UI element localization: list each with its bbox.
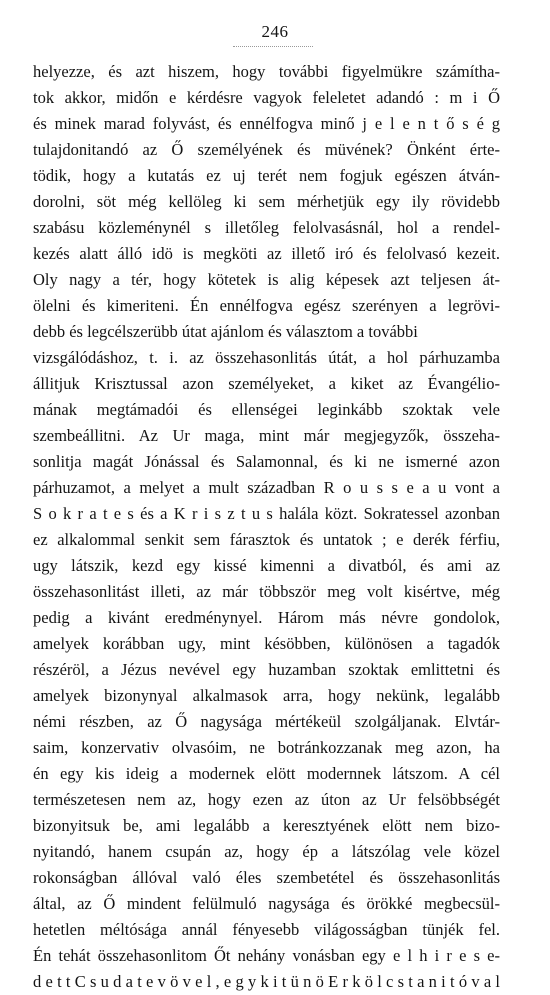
- text-line: összehasonlitást illeti, az már többször meg volt kisértve, még: [33, 582, 500, 601]
- text-line: természetesen nem az, hogy ezen az úton az Ur felsöbbségét: [33, 790, 500, 809]
- text-line: nyitandó, hanem csupán az, hogy ép a látszólag vele közel: [33, 842, 500, 861]
- text-line: d e t t C s u d a t e v ö v e l , e g y k i t ü n ö E r k ö l c s t a n i t ó v a l: [33, 972, 500, 991]
- text-line: ölelni és kimeriteni. Én ennélfogva egész szerényen a legrövi-: [33, 296, 500, 315]
- text-line: szembeállitni. Az Ur maga, mint már megjegyzők, összeha-: [33, 426, 500, 445]
- text-line: részéröl, a Jézus nevével egy huzamban szoktak emlittetni és: [33, 660, 500, 679]
- header-divider: [233, 46, 313, 47]
- text-line: állitjuk Krisztussal azon személyeket, a kiket az Évangélio-: [33, 374, 500, 393]
- text-line: helyezze, és azt hiszem, hogy további figyelmükre számítha-: [33, 62, 500, 81]
- text-line: tok akkor, midőn e kérdésre vagyok feleletet adandó : m i Ő: [33, 88, 500, 107]
- text-line: rokonságban állóval való éles szembetétel és összehasonlitás: [33, 868, 500, 887]
- text-line: Oly nagy a tér, hogy kötetek is alig képesek azt teljesen át-: [33, 270, 500, 289]
- text-line: Én tehát összehasonlitom Őt nehány vonásban egy e l h i r e s e-: [33, 946, 500, 965]
- text-line: amelyek korábban ugy, mint késöbben, különösen a tagadók: [33, 634, 500, 653]
- text-line: debb és legcélszerübb útat ajánlom és választom a további: [33, 322, 418, 341]
- text-line: által, az Ő mindent felülmuló nagysága és örökké megbecsül-: [33, 894, 500, 913]
- text-line: mának megtámadói és ellenségei leginkább szoktak vele: [33, 400, 500, 419]
- text-line: saim, konzervativ olvasóim, ne botránkozzanak meg azon, ha: [33, 738, 500, 757]
- text-line: tödik, hogy a kutatás ez uj terét nem fogjuk egészen átván-: [33, 166, 500, 185]
- text-line: szabásu közleménynél s illetőleg felolvasásnál, hol a rendel-: [33, 218, 500, 237]
- text-line: tulajdonitandó az Ő személyének és müvének? Önként érte-: [33, 140, 500, 159]
- text-line: ugy látszik, kezd egy kissé kimenni a divatból, és ami az: [33, 556, 500, 575]
- text-body: [33, 59, 500, 995]
- text-line: sonlitja magát Jónással és Salamonnal, és ki ne ismerné azon: [33, 452, 500, 471]
- text-line: kezés alatt álló idö is megköti az illető iró és felolvasó kezeit.: [33, 244, 500, 263]
- text-line: pedig a kivánt eredménynyel. Három más névre gondolok,: [33, 608, 500, 627]
- text-line: vizsgálódáshoz, t. i. az összehasonlitás útát, a hol párhuzamba: [33, 348, 500, 367]
- text-line: és minek marad folyvást, és ennélfogva minő j e l e n t ő s é g: [33, 114, 500, 133]
- text-line: amelyek bizonynyal alkalmasok arra, hogy nekünk, legalább: [33, 686, 500, 705]
- text-line: ez alkalommal senkit sem fárasztok és untatok ; e derék férfiu,: [33, 530, 500, 549]
- page-number: 246: [261, 22, 289, 41]
- text-line: némi részben, az Ő nagysága mértékeül szolgáljanak. Elvtár-: [33, 712, 500, 731]
- text-line: dorolni, söt még kellöleg ki sem mérhetjük egy ily rövidebb: [33, 192, 500, 211]
- text-line: hetetlen méltósága annál fényesebb világosságban tünjék fel.: [33, 920, 500, 939]
- text-line: S o k r a t e s és a K r i s z t u s halála közt. Sokratessel azonban: [33, 504, 500, 523]
- text-line: én egy kis ideig a modernek elött modernnek látszom. A cél: [33, 764, 500, 783]
- text-line: bizonyitsuk be, ami legalább a keresztyének elött nem bizo-: [33, 816, 500, 835]
- text-line: párhuzamot, a melyet a mult században R o u s s e a u vont a: [33, 478, 500, 497]
